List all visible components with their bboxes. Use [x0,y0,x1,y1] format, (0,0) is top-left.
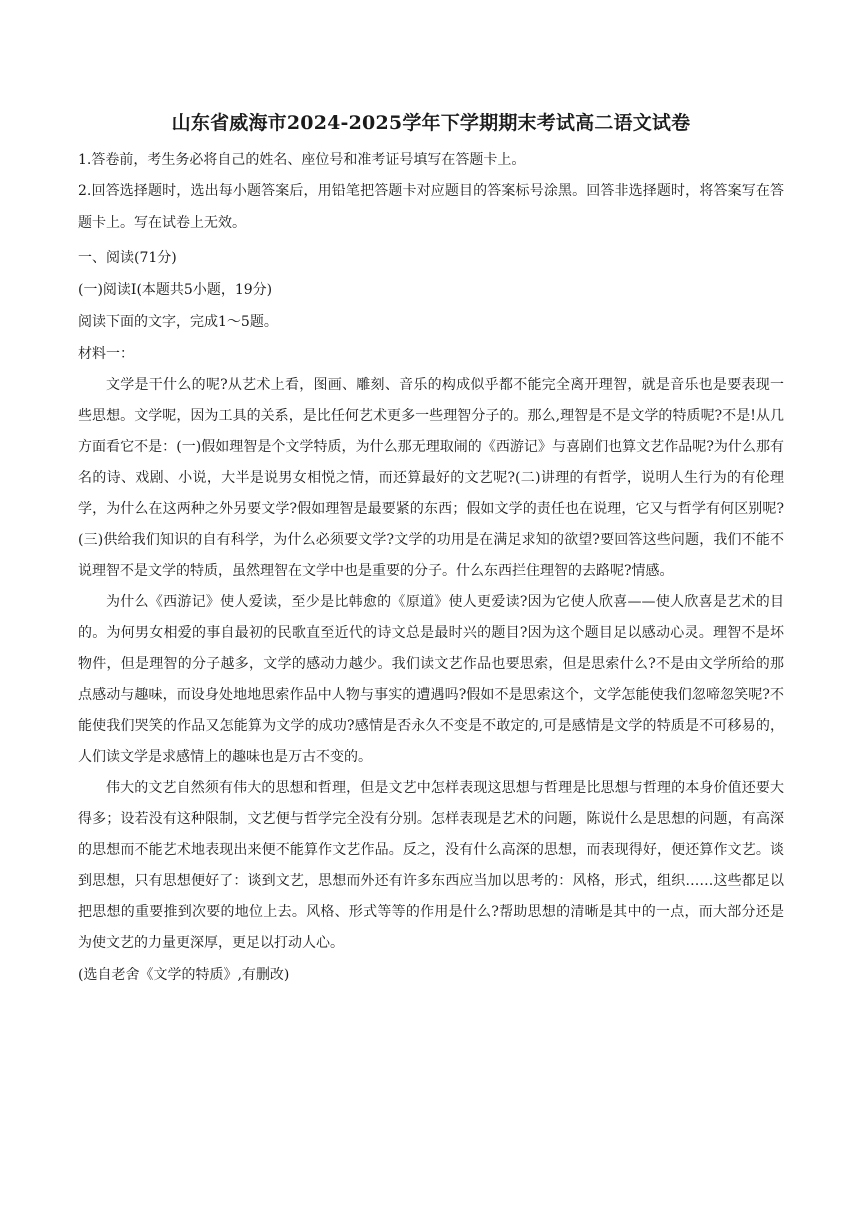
material-label: 材料一： [78,346,134,362]
source-note: (选自老舍《文学的特质》,有删改) [78,967,290,983]
task-prompt: 阅读下面的文字，完成1～5题。 [78,314,278,330]
paragraph-2: 为什么《西游记》使人爱读，至少是比韩愈的《原道》使人更爱读?因为它使人欣喜——使人欣喜是艺术的目的。为何男女相爱的事自最初的民歌直至近代的诗文总是最时兴的题目?因为这个题目足以感动心灵。理智不是坏物件，但是理智的分子越多，文学的感动力越少。我们读文艺作品也要思索，但是思索什么?不是由文学所给的那点感动与趣味，而设身处地地思索作品中人物与事实的遭遇吗?假如不是思索这个，文学怎能使我们忽啼忽笑呢?不能使我们哭笑的作品又怎能算为文学的成功?感情是否永久不变是不敢定的,可是感情是文学的特质是不可移易的，人们读文学是求感情上的趣味也是万古不变的。 [78,594,784,765]
paragraph-1: 文学是干什么的呢?从艺术上看，图画、雕刻、音乐的构成似乎都不能完全离开理智，就是音乐也是要表现一些思想。文学呢，因为工具的关系，是比任何艺术更多一些理智分子的。那么,理智是不是文学的特质呢?不是!从几方面看它不是：(一)假如理智是个文学特质，为什么那无理取闹的《西游记》与喜剧们也算文艺作品呢?为什么那有名的诗、戏剧、小说，大半是说男女相悦之情，而还算最好的文艺呢?(二)讲理的有哲学，说明人生行为的有伦理学，为什么在这两种之外另要文学?假如理智是最要紧的东西；假如文学的责任也在说理，它又与哲学有何区别呢?(三)供给我们知识的自有科学，为什么必须要文学?文学的功用是在满足求知的欲望?要回答这些问题，我们不能不说理智不是文学的特质，虽然理智在文学中也是重要的分子。什么东西拦住理智的去路呢?情感。 [78,377,784,579]
instruction-2: 2.回答选择题时，选出每小题答案后，用铅笔把答题卡对应题目的答案标号涂黑。回答非选择题时，将答案写在答题卡上。写在试卷上无效。 [78,183,784,231]
paragraph-3: 伟大的文艺自然须有伟大的思想和哲理，但是文艺中怎样表现这思想与哲理是比思想与哲理的本身价值还要大得多；设若没有这种限制，文艺便与哲学完全没有分别。怎样表现是艺术的问题，陈说什么是思想的问题，有高深的思想而不能艺术地表现出来便不能算作文艺作品。反之，没有什么高深的思想，而表现得好，便还算作文艺。谈到思想，只有思想便好了：谈到文艺，思想而外还有许多东西应当加以思考的：风格，形式，组织……这些都足以把思想的重要推到次要的地位上去。风格、形式等等的作用是什么?帮助思想的清晰是其中的一点，而大部分还是为使文艺的力量更深厚，更足以打动人心。 [78,780,784,951]
subsection-heading: (一)阅读I(本题共5小题，19分) [78,282,273,298]
section-heading: 一、阅读(71分) [78,250,177,266]
instruction-1: 1.答卷前，考生务必将自己的姓名、座位号和准考证号填写在答题卡上。 [78,152,526,168]
exam-page [78,108,784,991]
exam-title: 山东省威海市2024-2025学年下学期期末考试高二语文试卷 [171,112,691,134]
